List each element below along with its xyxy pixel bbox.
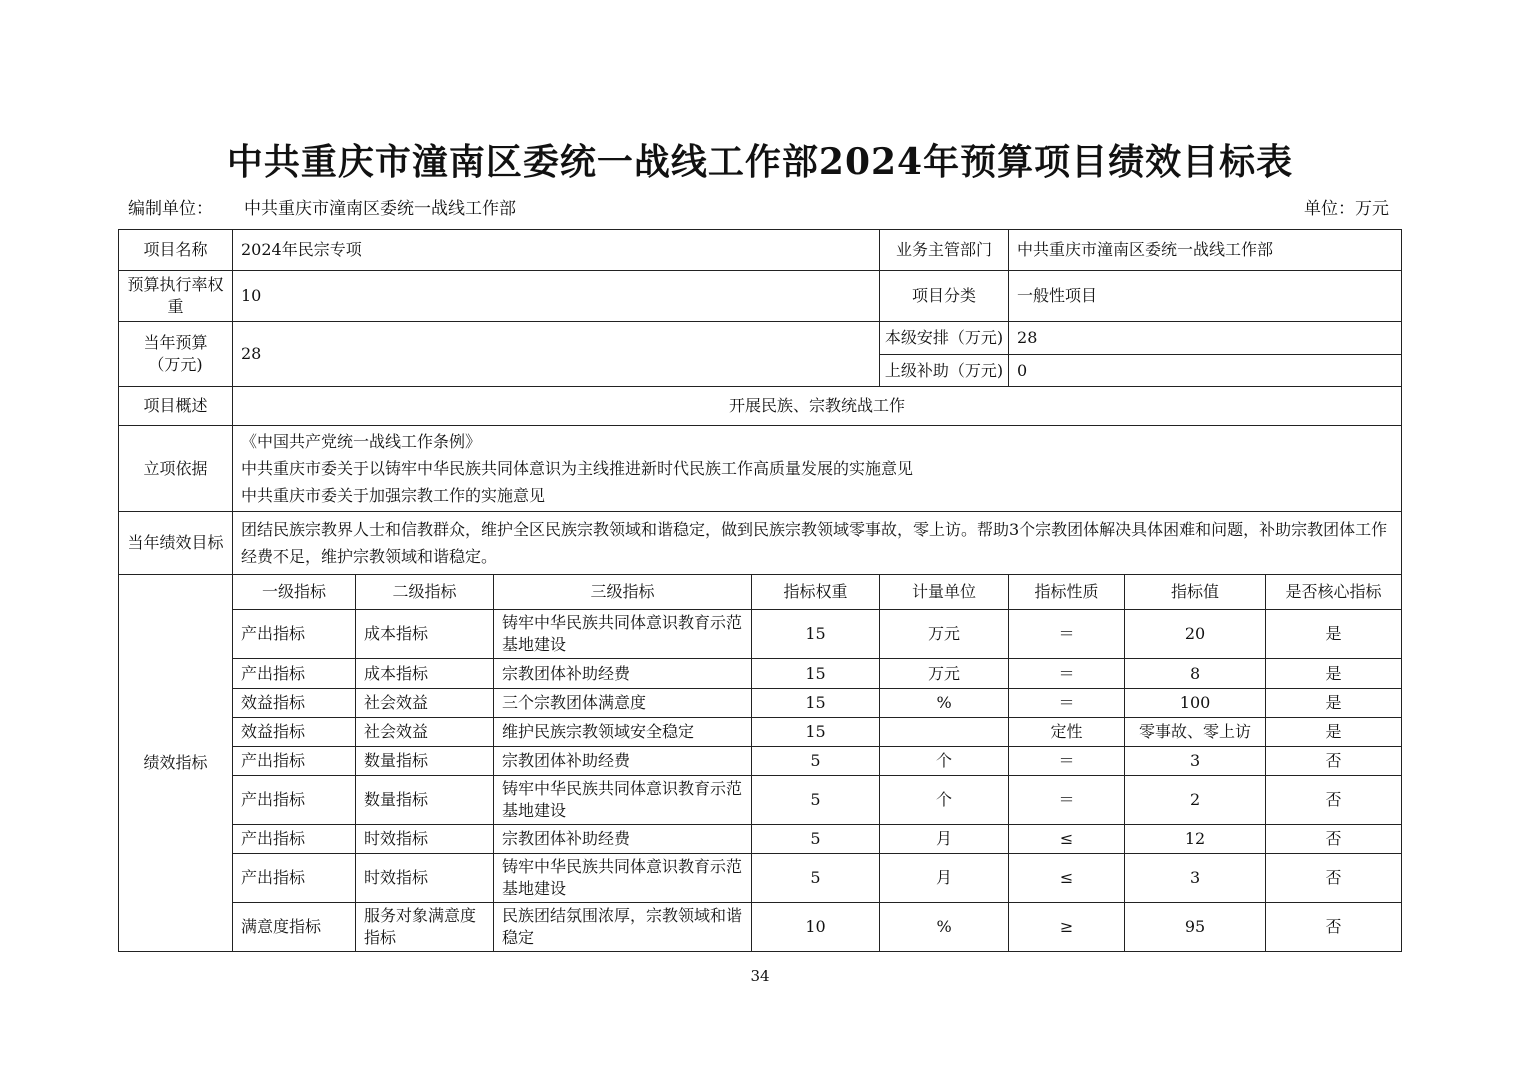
- local-label: 本级安排（万元): [880, 322, 1009, 355]
- weight-cell: 5: [752, 825, 880, 854]
- column-header: 计量单位: [880, 575, 1009, 610]
- page-number: 34: [750, 967, 770, 985]
- column-header: 指标性质: [1009, 575, 1125, 610]
- level1-cell: 产出指标: [233, 776, 356, 825]
- unit-cell: 万元: [880, 610, 1009, 659]
- level1-cell: 效益指标: [233, 689, 356, 718]
- project-name: 2024年民宗专项: [233, 230, 880, 271]
- unit-cell: 月: [880, 854, 1009, 903]
- indicators-label: 绩效指标: [119, 575, 233, 952]
- weight-cell: 5: [752, 776, 880, 825]
- unit-cell: 个: [880, 776, 1009, 825]
- nature-cell: ＝: [1009, 689, 1125, 718]
- level3-cell: 宗教团体补助经费: [494, 825, 752, 854]
- level2-cell: 成本指标: [356, 610, 494, 659]
- org-label: 编制单位：: [128, 199, 213, 219]
- exec-weight: 10: [233, 271, 880, 322]
- category-label: 项目分类: [880, 271, 1009, 322]
- basis-item: 中共重庆市委关于加强宗教工作的实施意见: [241, 486, 546, 505]
- level3-cell: 民族团结氛围浓厚，宗教领域和谐稳定: [494, 903, 752, 952]
- unit-label: 单位：万元: [1304, 199, 1389, 219]
- value-cell: 95: [1125, 903, 1266, 952]
- unit-cell: [880, 718, 1009, 747]
- nature-cell: ≤: [1009, 854, 1125, 903]
- core-cell: 是: [1266, 689, 1402, 718]
- dept-label: 业务主管部门: [880, 230, 1009, 271]
- basis-label: 立项依据: [119, 426, 233, 512]
- level2-cell: 成本指标: [356, 659, 494, 689]
- budget-label: [119, 322, 233, 387]
- core-cell: 否: [1266, 854, 1402, 903]
- basis-item: 《中国共产党统一战线工作条例》: [241, 432, 482, 451]
- column-header: 是否核心指标: [1266, 575, 1402, 610]
- value-cell: 2: [1125, 776, 1266, 825]
- basis-list: [233, 426, 1402, 512]
- value-cell: 3: [1125, 854, 1266, 903]
- core-cell: 是: [1266, 718, 1402, 747]
- nature-cell: ＝: [1009, 776, 1125, 825]
- weight-cell: 15: [752, 718, 880, 747]
- unit-cell: %: [880, 689, 1009, 718]
- value-cell: 12: [1125, 825, 1266, 854]
- basis-item: 中共重庆市委关于以铸牢中华民族共同体意识为主线推进新时代民族工作高质量发展的实施意见: [241, 459, 914, 478]
- level2-cell: 社会效益: [356, 689, 494, 718]
- overview-value: 开展民族、宗教统战工作: [233, 387, 1402, 426]
- column-header: 二级指标: [356, 575, 494, 610]
- level3-cell: 铸牢中华民族共同体意识教育示范基地建设: [494, 854, 752, 903]
- core-cell: 是: [1266, 610, 1402, 659]
- org-value: 中共重庆市潼南区委统一战线工作部: [244, 199, 516, 219]
- performance-table: [118, 229, 1402, 952]
- category-value: 一般性项目: [1009, 271, 1402, 322]
- unit-cell: 个: [880, 747, 1009, 776]
- nature-cell: 定性: [1009, 718, 1125, 747]
- column-header: 指标值: [1125, 575, 1266, 610]
- overview-label: 项目概述: [119, 387, 233, 426]
- level1-cell: 效益指标: [233, 718, 356, 747]
- level2-cell: 数量指标: [356, 776, 494, 825]
- unit-cell: %: [880, 903, 1009, 952]
- core-cell: 否: [1266, 825, 1402, 854]
- core-cell: 是: [1266, 659, 1402, 689]
- level1-cell: 满意度指标: [233, 903, 356, 952]
- level2-cell: 社会效益: [356, 718, 494, 747]
- budget-label-line2: （万元): [148, 355, 203, 374]
- level1-cell: 产出指标: [233, 610, 356, 659]
- core-cell: 否: [1266, 776, 1402, 825]
- weight-cell: 5: [752, 854, 880, 903]
- value-cell: 零事故、零上访: [1125, 718, 1266, 747]
- nature-cell: ＝: [1009, 610, 1125, 659]
- value-cell: 8: [1125, 659, 1266, 689]
- upper-value: 0: [1009, 355, 1402, 387]
- column-header: 一级指标: [233, 575, 356, 610]
- unit-cell: 万元: [880, 659, 1009, 689]
- level1-cell: 产出指标: [233, 825, 356, 854]
- weight-cell: 15: [752, 610, 880, 659]
- nature-cell: ≤: [1009, 825, 1125, 854]
- nature-cell: ＝: [1009, 659, 1125, 689]
- weight-cell: 15: [752, 659, 880, 689]
- goal-value: 团结民族宗教界人士和信教群众，维护全区民族宗教领域和谐稳定，做到民族宗教领域零事故，零上访。帮助3个宗教团体解决具体困难和问题，补助宗教团体工作经费不足，维护宗教领域和谐稳定。: [233, 512, 1402, 575]
- level1-cell: 产出指标: [233, 659, 356, 689]
- core-cell: 否: [1266, 903, 1402, 952]
- nature-cell: ≥: [1009, 903, 1125, 952]
- page-title: 中共重庆市潼南区委统一战线工作部2024年预算项目绩效目标表: [226, 141, 1294, 183]
- project-name-label: 项目名称: [119, 230, 233, 271]
- core-cell: 否: [1266, 747, 1402, 776]
- local-value: 28: [1009, 322, 1402, 355]
- nature-cell: ＝: [1009, 747, 1125, 776]
- goal-label: 当年绩效目标: [119, 512, 233, 575]
- level3-cell: 铸牢中华民族共同体意识教育示范基地建设: [494, 610, 752, 659]
- level2-cell: 时效指标: [356, 825, 494, 854]
- weight-cell: 10: [752, 903, 880, 952]
- upper-label: 上级补助（万元): [880, 355, 1009, 387]
- level2-cell: 服务对象满意度指标: [356, 903, 494, 952]
- value-cell: 100: [1125, 689, 1266, 718]
- level3-cell: 宗教团体补助经费: [494, 747, 752, 776]
- column-header: 三级指标: [494, 575, 752, 610]
- weight-cell: 15: [752, 689, 880, 718]
- value-cell: 3: [1125, 747, 1266, 776]
- budget-label-line1: 当年预算: [143, 333, 208, 352]
- weight-cell: 5: [752, 747, 880, 776]
- level2-cell: 时效指标: [356, 854, 494, 903]
- unit-cell: 月: [880, 825, 1009, 854]
- level3-cell: 维护民族宗教领域安全稳定: [494, 718, 752, 747]
- value-cell: 20: [1125, 610, 1266, 659]
- level1-cell: 产出指标: [233, 747, 356, 776]
- column-header: 指标权重: [752, 575, 880, 610]
- level3-cell: 三个宗教团体满意度: [494, 689, 752, 718]
- exec-weight-label: 预算执行率权重: [119, 271, 233, 322]
- dept-value: 中共重庆市潼南区委统一战线工作部: [1009, 230, 1402, 271]
- level3-cell: 铸牢中华民族共同体意识教育示范基地建设: [494, 776, 752, 825]
- level2-cell: 数量指标: [356, 747, 494, 776]
- level1-cell: 产出指标: [233, 854, 356, 903]
- budget-value: 28: [233, 322, 880, 387]
- level3-cell: 宗教团体补助经费: [494, 659, 752, 689]
